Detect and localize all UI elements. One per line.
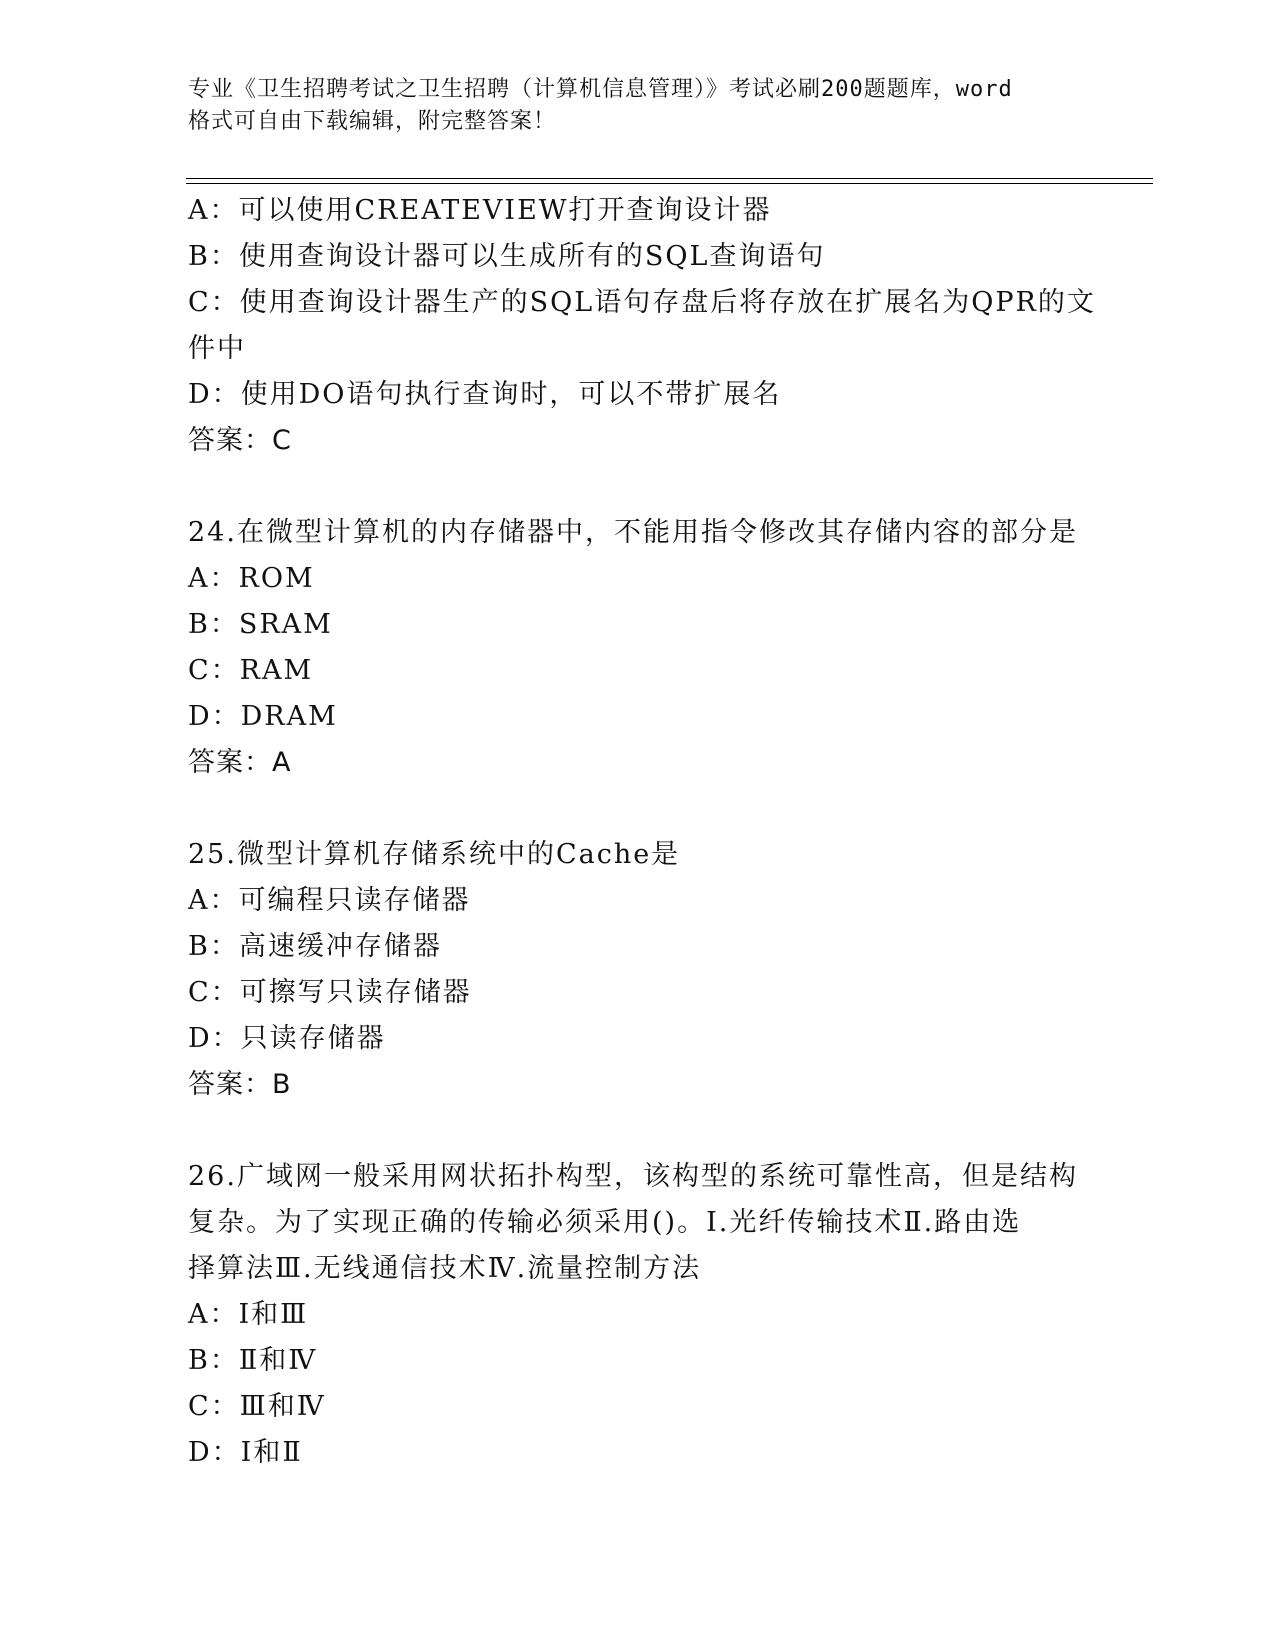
question-list: [188, 188, 1096, 1476]
option-c: C：Ⅲ和Ⅳ: [188, 1391, 326, 1422]
header-line-1: 专业《卫生招聘考试之卫生招聘（计算机信息管理）》考试必刷200题题库，word: [188, 77, 1013, 102]
answer: 答案：A: [188, 747, 292, 778]
option-d: D：只读存储器: [188, 1023, 386, 1054]
option-b: B：使用查询设计器可以生成所有的SQL查询语句: [188, 241, 826, 272]
question-stem: 26.广域网一般采用网状拓扑构型，该构型的系统可靠性高，但是结构: [188, 1161, 1078, 1192]
header-line-2: 格式可自由下载编辑，附完整答案！: [188, 109, 557, 134]
option-c: C：RAM: [188, 655, 314, 686]
question-stem-continued: 复杂。为了实现正确的传输必须采用()。Ⅰ.光纤传输技术Ⅱ.路由选: [188, 1207, 1022, 1238]
option-b: B：高速缓冲存储器: [188, 931, 442, 962]
option-b: B：SRAM: [188, 609, 333, 640]
question-stem: 25.微型计算机存储系统中的Cache是: [188, 839, 681, 870]
option-d: D：Ⅰ和Ⅱ: [188, 1437, 303, 1468]
option-a: A：Ⅰ和Ⅲ: [188, 1299, 309, 1330]
spacer: [188, 786, 1088, 832]
option-a: A：ROM: [188, 563, 315, 594]
option-c-continued: 件中: [188, 333, 246, 364]
question-26: [188, 1154, 1088, 1476]
answer: 答案：B: [188, 1069, 292, 1100]
question-25: [188, 832, 1088, 1108]
answer: 答案：C: [188, 425, 292, 456]
question-24: [188, 510, 1088, 786]
header-divider-top: [186, 178, 1153, 179]
question-23: [188, 188, 1096, 464]
option-b: B：Ⅱ和Ⅳ: [188, 1345, 318, 1376]
document-header: [188, 74, 1088, 138]
option-c: C：可擦写只读存储器: [188, 977, 472, 1008]
option-a: A：可编程只读存储器: [188, 885, 471, 916]
option-c: C：使用查询设计器生产的SQL语句存盘后将存放在扩展名为QPR的文: [188, 287, 1096, 318]
option-a: A：可以使用CREATEVIEW打开查询设计器: [188, 195, 772, 226]
option-d: D：DRAM: [188, 701, 338, 732]
header-divider-bottom: [186, 183, 1153, 184]
spacer: [188, 1108, 1088, 1154]
option-d: D：使用DO语句执行查询时，可以不带扩展名: [188, 379, 782, 410]
question-stem: 24.在微型计算机的内存储器中，不能用指令修改其存储内容的部分是: [188, 517, 1078, 548]
spacer: [188, 464, 1088, 510]
question-stem-continued: 择算法Ⅲ.无线通信技术Ⅳ.流量控制方法: [188, 1253, 702, 1284]
